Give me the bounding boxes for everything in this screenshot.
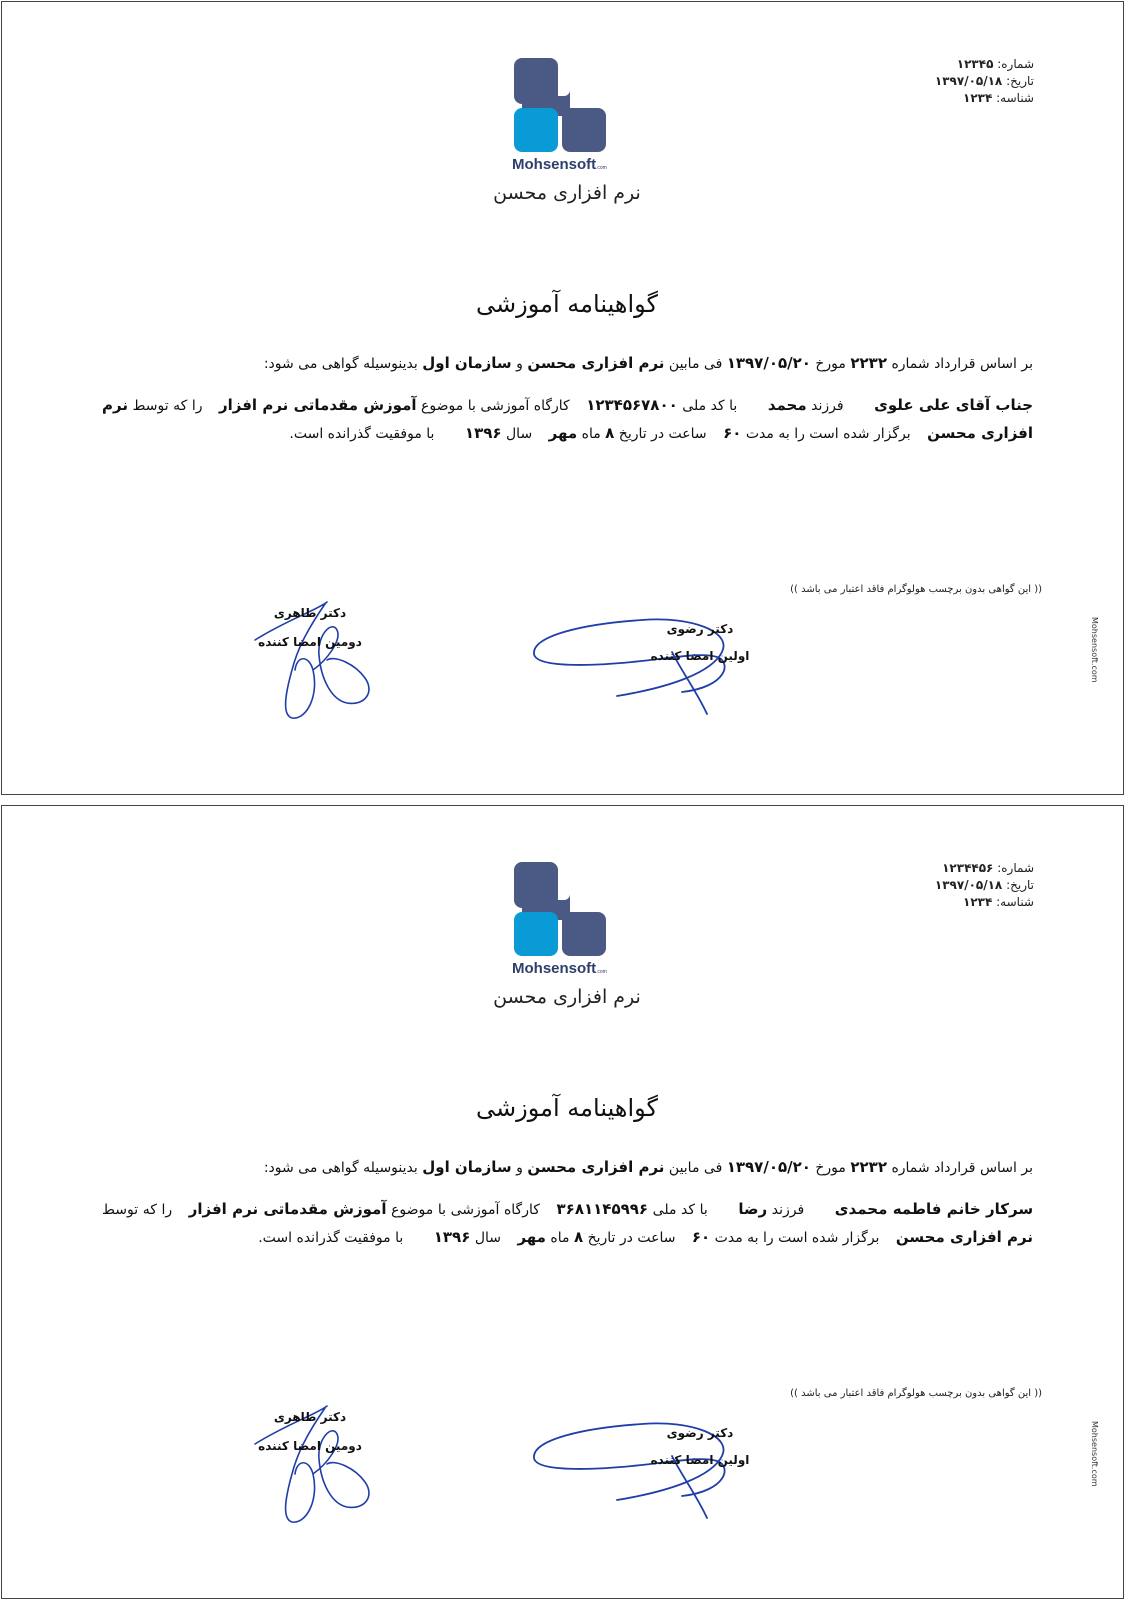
certificate-number: ۱۲۳۴۵ [956, 57, 994, 71]
course-year: ۱۳۹۶ [464, 424, 502, 442]
course-topic: آموزش مقدماتی نرم افزار [219, 396, 417, 414]
mohsensoft-logo [512, 58, 630, 176]
signer-two-role: دومین امضا کننده [258, 635, 362, 649]
party-one: نرم افزاری محسن [527, 354, 665, 372]
body-text: برگزار شده است را به مدت [745, 426, 911, 442]
logo-suffix: .com [596, 165, 607, 171]
signer-one-role: اولین امضا کننده [650, 649, 750, 663]
party-two: سازمان اول [422, 354, 512, 372]
mohsensoft-logo [512, 862, 630, 980]
intro-text: مورخ [815, 356, 846, 372]
father-name: محمد [767, 396, 807, 414]
body-text: با کد ملی [652, 1202, 708, 1218]
party-one: نرم افزاری محسن [527, 1158, 665, 1176]
body-text: ساعت در تاریخ [587, 1230, 676, 1246]
signer-two [250, 606, 370, 649]
body-text: ماه [550, 1230, 570, 1246]
organization-name: نرم افزاری محسن [493, 182, 641, 204]
side-website: Mohsensoft.com [1090, 1421, 1099, 1487]
course-day: ۸ [605, 424, 615, 442]
certificate-id: ۱۲۳۴ [963, 895, 993, 909]
person-name: سرکار خانم فاطمه محمدی [834, 1200, 1034, 1218]
hologram-note: (( این گواهی بدون برچسب هولوگرام فاقد اعتبار می باشد )) [790, 1388, 1042, 1399]
side-website: Mohsensoft.com [1090, 617, 1099, 683]
national-id: ۳۶۸۱۱۴۵۹۹۶ [556, 1200, 649, 1218]
course-day: ۸ [573, 1228, 584, 1246]
signer-one-role: اولین امضا کننده [650, 1453, 750, 1467]
certificate-body [102, 1196, 1033, 1252]
course-hours: ۶۰ [723, 424, 742, 442]
intro-text: فی مابین [668, 1160, 723, 1176]
contract-number: ۲۲۳۲ [850, 1158, 887, 1176]
certificate [1, 1, 1124, 795]
intro-text: بر اساس قرارداد شماره [891, 1160, 1033, 1176]
signer-one-name: دکتر رضوی [666, 1426, 734, 1440]
certificate-title: گواهینامه آموزشی [476, 1094, 658, 1122]
date-label: تاریخ: [1006, 878, 1034, 892]
body-text: سال [474, 1230, 501, 1246]
intro-text: بدینوسیله گواهی می شود: [263, 356, 418, 372]
body-text: ساعت در تاریخ [618, 426, 707, 442]
logo-suffix: .com [596, 969, 607, 975]
number-label: شماره: [997, 57, 1034, 71]
signer-two-role: دومین امضا کننده [258, 1439, 362, 1453]
certificate-date: ۱۳۹۷/۰۵/۱۸ [934, 878, 1003, 892]
intro-text: بدینوسیله گواهی می شود: [263, 1160, 418, 1176]
father-name: رضا [738, 1200, 768, 1218]
signer-two [250, 1410, 370, 1453]
course-month: مهر [517, 1228, 546, 1246]
hologram-note: (( این گواهی بدون برچسب هولوگرام فاقد اعتبار می باشد )) [790, 584, 1042, 595]
body-text: سال [506, 426, 533, 442]
intro-text: و [516, 1160, 523, 1176]
signer-two-name: دکتر طاهری [273, 1410, 347, 1424]
certificate-number: ۱۲۳۴۴۵۶ [942, 861, 994, 875]
intro-text: بر اساس قرارداد شماره [891, 356, 1033, 372]
number-label: شماره: [997, 861, 1034, 875]
body-text: کارگاه آموزشی با موضوع [421, 398, 570, 414]
logo-wordmark: Mohsensoft [512, 960, 597, 977]
course-topic: آموزش مقدماتی نرم افزار [188, 1200, 387, 1218]
logo-wordmark: Mohsensoft [512, 156, 597, 173]
certificate [1, 805, 1124, 1599]
id-label: شناسه: [996, 91, 1034, 105]
body-text: کارگاه آموزشی با موضوع [391, 1202, 540, 1218]
body-text: با موفقیت گذرانده است. [289, 426, 435, 442]
id-label: شناسه: [996, 895, 1034, 909]
certificate-body [102, 392, 1033, 448]
intro-paragraph [102, 1158, 1033, 1176]
signer-two-name: دکتر طاهری [273, 606, 347, 620]
signer-one-name: دکتر رضوی [666, 622, 734, 636]
party-two: سازمان اول [422, 1158, 512, 1176]
body-text: با موفقیت گذرانده است. [258, 1230, 404, 1246]
body-text: برگزار شده است را به مدت [714, 1230, 880, 1246]
intro-text: مورخ [815, 1160, 846, 1176]
certificate-meta [822, 860, 1034, 911]
course-year: ۱۳۹۶ [433, 1228, 471, 1246]
course-month: مهر [548, 424, 578, 442]
intro-text: و [516, 356, 523, 372]
certificate-title: گواهینامه آموزشی [476, 290, 658, 318]
contract-date: ۱۳۹۷/۰۵/۲۰ [726, 354, 811, 372]
national-id: ۱۲۳۴۵۶۷۸۰۰ [586, 396, 678, 414]
organizer-name: نرم افزاری محسن [895, 1228, 1033, 1246]
body-text: فرزند [811, 398, 844, 414]
certificate-id: ۱۲۳۴ [963, 91, 993, 105]
body-text: فرزند [771, 1202, 805, 1218]
body-text: را که توسط [102, 1202, 173, 1218]
certificate-date: ۱۳۹۷/۰۵/۱۸ [934, 74, 1003, 88]
person-name: جناب آقای علی علوی [874, 396, 1034, 414]
organizer-name: نرم افزاری محسن [102, 396, 1033, 442]
date-label: تاریخ: [1006, 74, 1034, 88]
course-hours: ۶۰ [691, 1228, 711, 1246]
body-text: را که توسط [132, 398, 203, 414]
signer-one [640, 1426, 760, 1467]
intro-paragraph [102, 354, 1033, 372]
signer-one [640, 622, 760, 663]
contract-number: ۲۲۳۲ [850, 354, 887, 372]
body-text: ماه [581, 426, 601, 442]
intro-text: فی مابین [668, 356, 723, 372]
body-text: با کد ملی [682, 398, 738, 414]
organization-name: نرم افزاری محسن [493, 986, 641, 1008]
certificate-meta [822, 56, 1034, 107]
contract-date: ۱۳۹۷/۰۵/۲۰ [726, 1158, 811, 1176]
